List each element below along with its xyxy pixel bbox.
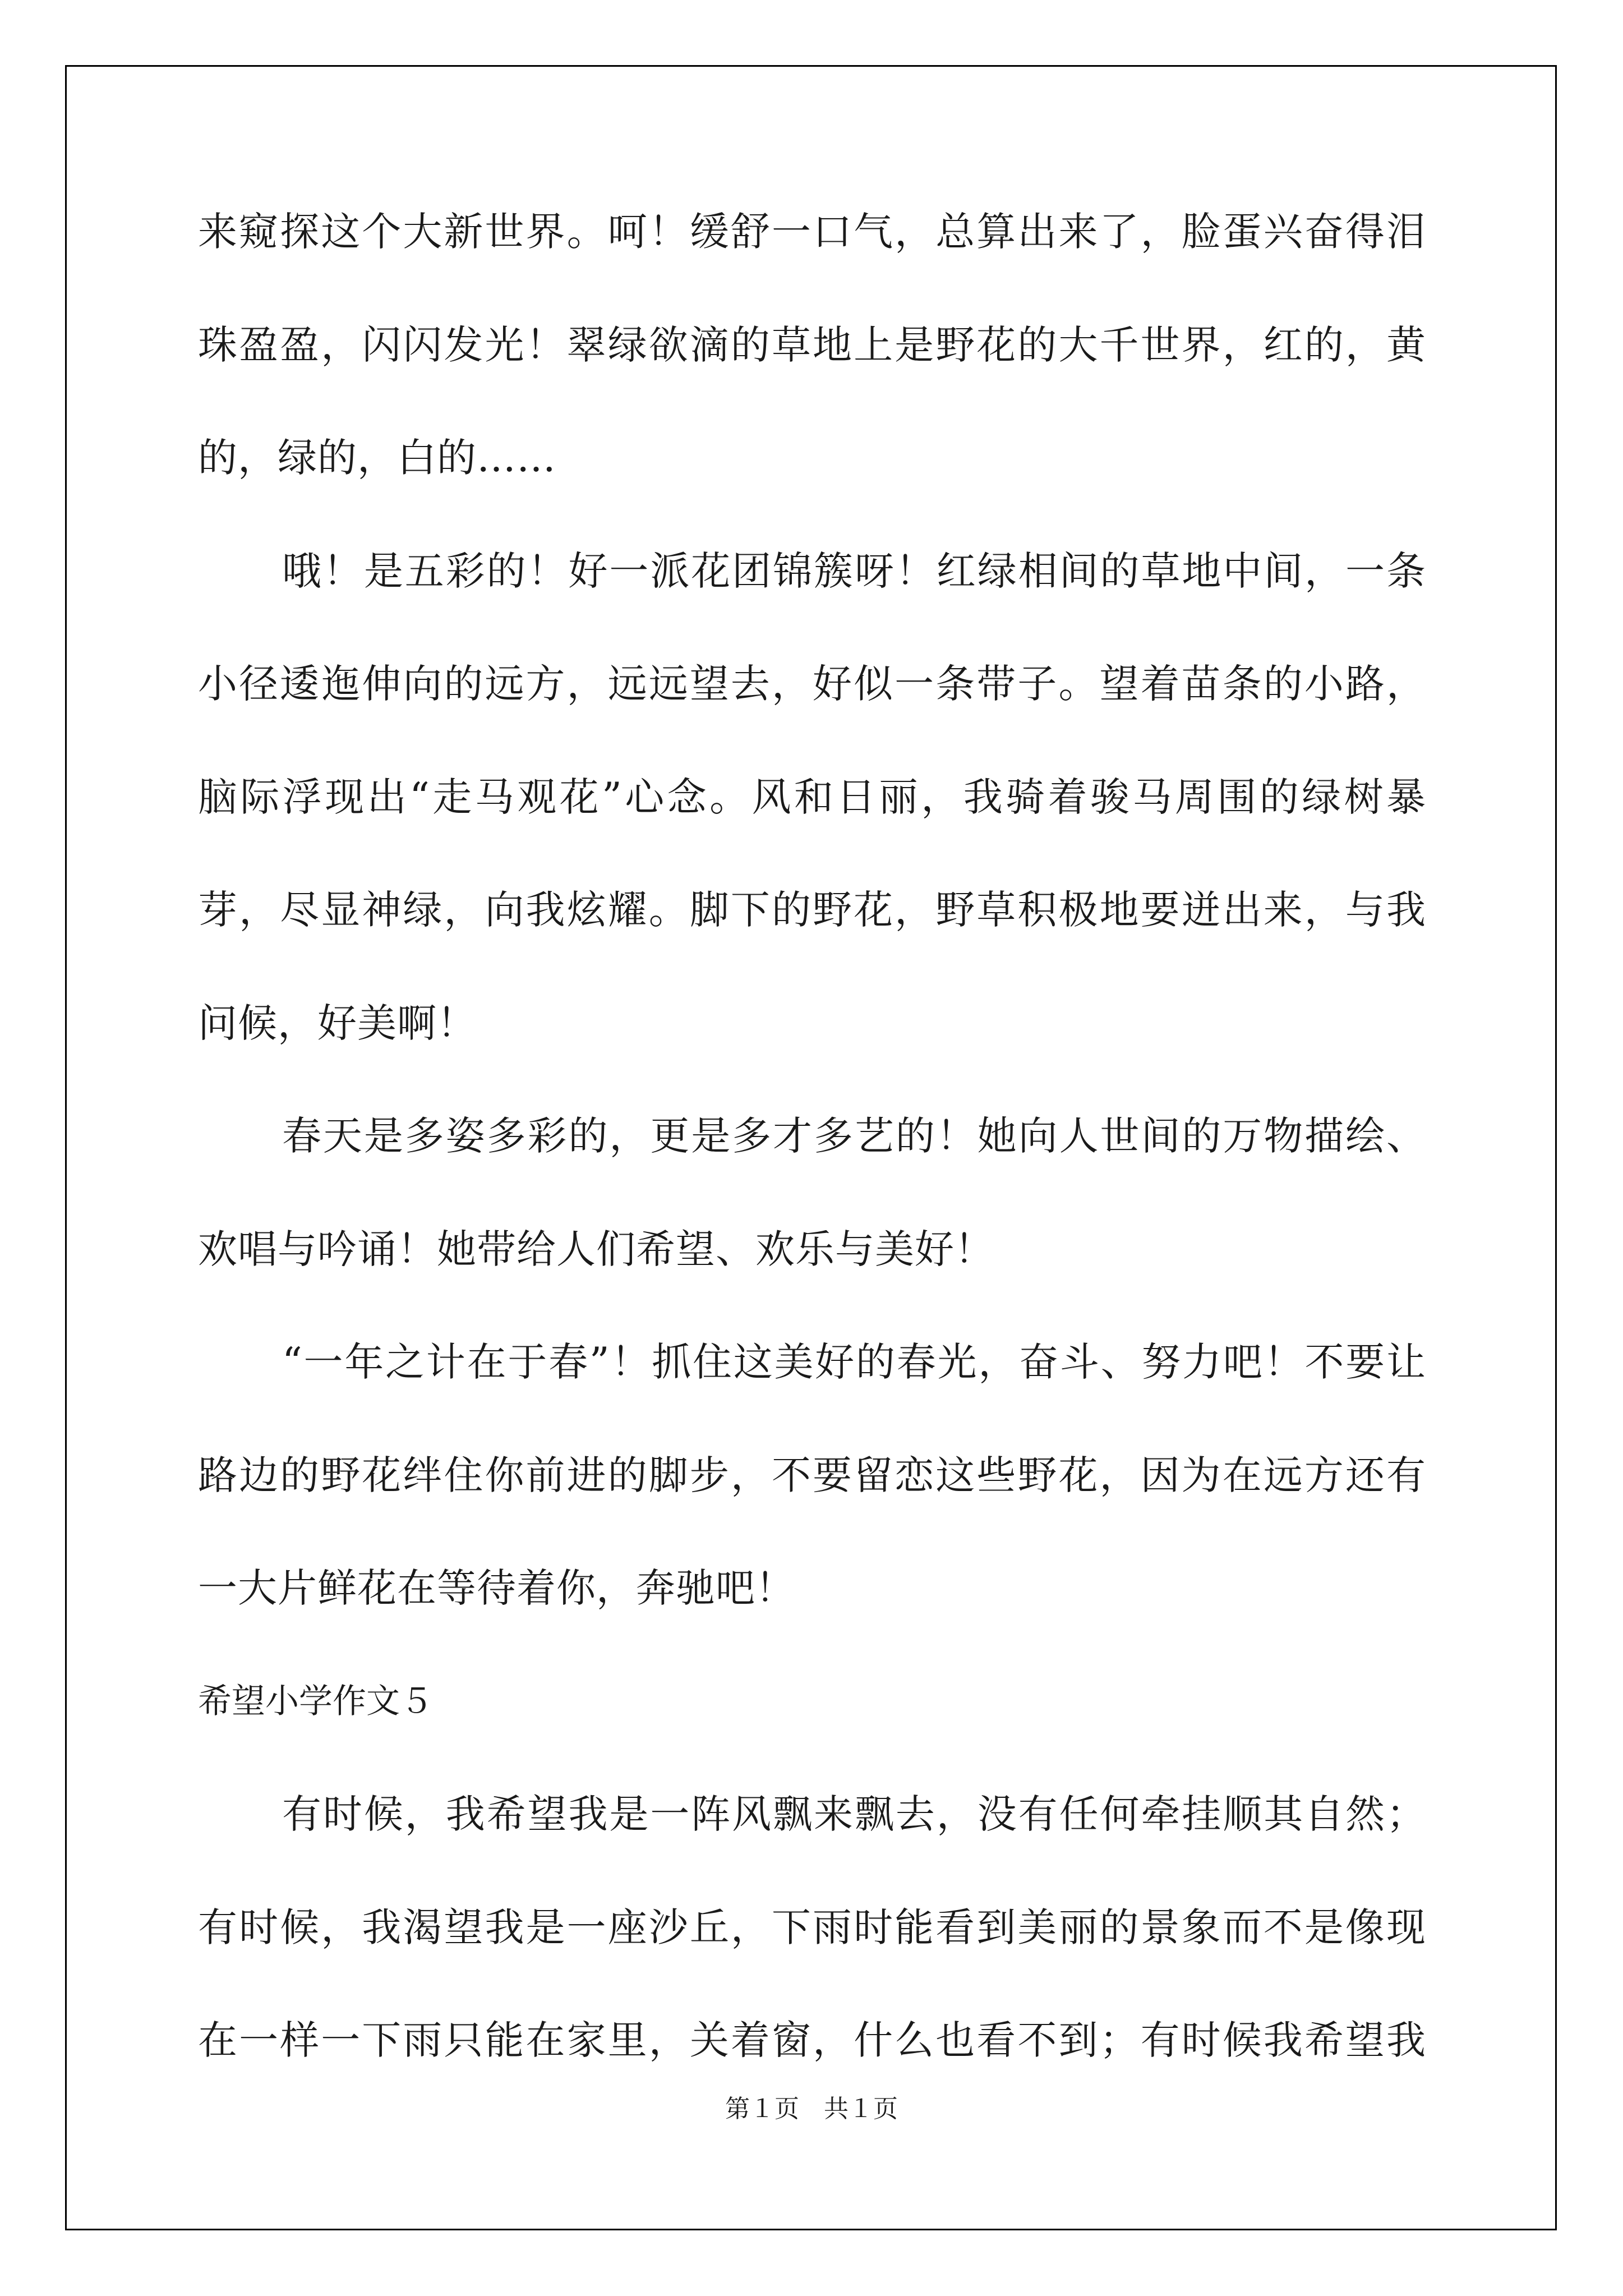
paragraph-line: 芽，尽显神绿，向我炫耀。脚下的野花，野草积极地要迸出来，与我 xyxy=(198,887,1426,933)
paragraph-line: 小径逶迤伸向的远方，远远望去，好似一条带子。望着苗条的小路， xyxy=(198,661,1426,707)
paragraph-line: 有时候，我渴望我是一座沙丘，下雨时能看到美丽的景象而不是像现 xyxy=(198,1904,1426,1950)
paragraph-line: 欢唱与吟诵！她带给人们希望、欢乐与美好！ xyxy=(198,1226,994,1272)
paragraph-line: 珠盈盈，闪闪发光！翠绿欲滴的草地上是野花的大千世界，红的，黄 xyxy=(198,321,1426,368)
paragraph-line: 来窥探这个大新世界。呵！缓舒一口气，总算出来了，脸蛋兴奋得泪 xyxy=(198,209,1426,255)
paragraph-line: “一年之计在于春”！抓住这美好的春光，奋斗、努力吧！不要让 xyxy=(282,1339,1426,1385)
paragraph-line: 春天是多姿多彩的，更是多才多艺的！她向人世间的万物描绘、 xyxy=(282,1113,1426,1159)
page-footer: 第１页 共１页 xyxy=(725,2095,898,2123)
paragraph-line: 脑际浮现出“走马观花”心念。风和日丽，我骑着骏马周围的绿树暴 xyxy=(198,774,1426,820)
paragraph-line: 有时候，我希望我是一阵风飘来飘去，没有任何牵挂顺其自然； xyxy=(282,1791,1426,1837)
section-heading: 希望小学作文５ xyxy=(198,1681,434,1721)
paragraph-line: 的，绿的，白的…… xyxy=(198,435,556,481)
document-body xyxy=(198,209,1426,2134)
paragraph-line: 哦！是五彩的！好一派花团锦簇呀！红绿相间的草地中间，一条 xyxy=(282,547,1426,594)
paragraph-line: 一大片鲜花在等待着你，奔驰吧！ xyxy=(198,1565,795,1611)
paragraph-line: 问候，好美啊！ xyxy=(198,1000,477,1046)
paragraph-line: 在一样一下雨只能在家里，关着窗，什么也看不到；有时候我希望我 xyxy=(198,2017,1426,2063)
paragraph-line: 路边的野花绊住你前进的脚步，不要留恋这些野花，因为在远方还有 xyxy=(198,1452,1426,1498)
